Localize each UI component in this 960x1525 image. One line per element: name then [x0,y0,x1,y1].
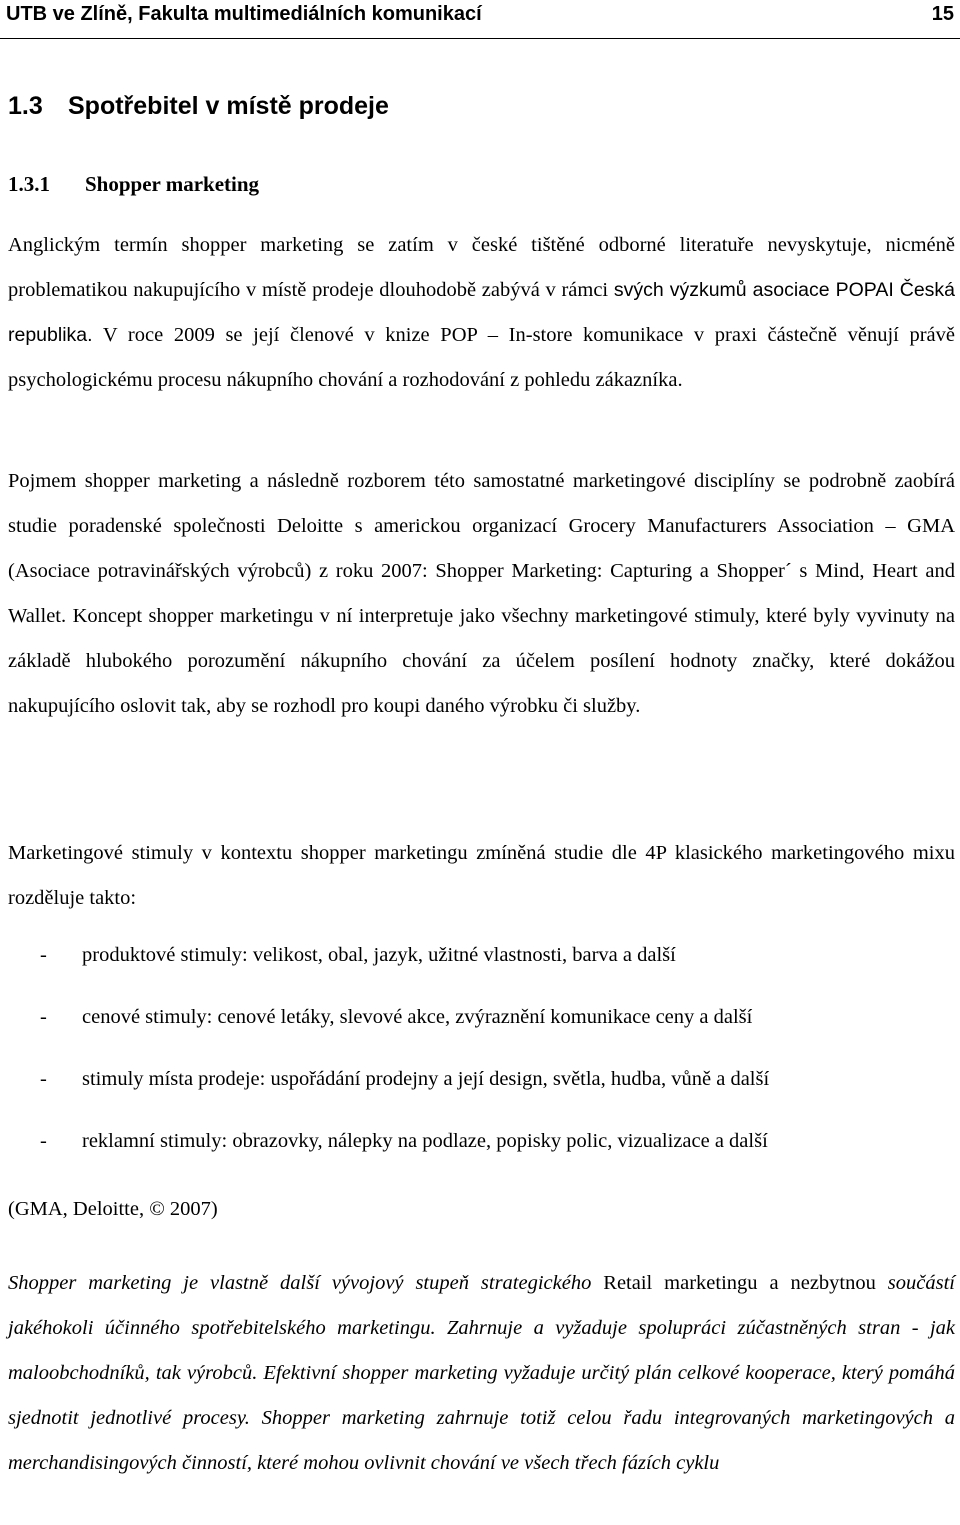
section-number: 1.3 [8,92,43,120]
list-dash: - [40,1006,47,1028]
list-item-text: produktové stimuly: velikost, obal, jazyk, užitné vlastnosti, barva a další [82,944,676,966]
paragraph-4 [8,1261,955,1486]
paragraph-2: Pojmem shopper marketing a následně rozborem této samostatné marketingové disciplíny se podrobně zaobírá studie poradenské společnosti Deloitte s americkou organizací Grocery Manufacturers Association – GMA (Asociace potravinářských výrobců) z roku 2007: Shopper Marketing: Capturing a Shopper´ s Mind, Heart and Wallet. Koncept shopper marketingu v ní interpretuje jako všechny marketingové stimuly, které byly vyvinuty na základě hlubokého porozumění nákupního chování za účelem posílení hodnoty značky, které dokážou nakupujícího oslovit tak, aby se rozhodl pro koupi daného výrobku či služby. [8,470,955,717]
section-title: Spotřebitel v místě prodeje [68,92,389,120]
paragraph-4-text-a: Shopper marketing je vlastně další vývojový stupeň strategického [8,1272,604,1294]
list-item-text: reklamní stimuly: obrazovky, nálepky na podlaze, popisky polic, vizualizace a další [82,1130,768,1152]
header-title: UTB ve Zlíně, Fakulta multimediálních komunikací [6,3,482,25]
citation: (GMA, Deloitte, © 2007) [8,1198,218,1220]
list-item-text: stimuly místa prodeje: uspořádání prodejny a její design, světla, hudba, vůně a další [82,1068,770,1090]
paragraph-3: Marketingové stimuly v kontextu shopper marketingu zmíněná studie dle 4P klasického marketingového mixu rozděluje takto: [8,842,955,909]
list-dash: - [40,1130,47,1152]
paragraph-1-text-a: Anglickým termín shopper marketing se zatím v české tištěné odborné literatuře nevyskytuje, nicméně problematikou nakupujícího v místě prodeje dlouhodobě zabývá v rámci [8,234,955,301]
subsection-heading [8,172,259,197]
running-header [0,0,960,39]
page-number: 15 [931,3,954,25]
subsection-title: Shopper marketing [85,172,260,196]
paragraph-1 [8,223,955,403]
paragraph-1-text-c: V roce 2009 se její členové v knize POP – In-store komunikace v praxi částečně věnují právě psychologickému procesu nákupního chování a rozhodování z pohledu zákazníka. [8,324,955,391]
list-item-text: cenové stimuly: cenové letáky, slevové akce, zvýraznění komunikace ceny a další [82,1006,753,1028]
subsection-number: 1.3.1 [8,172,50,196]
paragraph-1-text-b: svých výzkumů asociace POPAI Česká republika. [8,279,956,346]
section-heading [8,92,389,121]
list-dash: - [40,944,47,966]
list-dash: - [40,1068,47,1090]
paragraph-4-text-c: součástí jakéhokoli účinného spotřebitelského marketingu. Zahrnuje a vyžaduje spolupráci zúčastněných stran - jak maloobchodníků, tak výrobců. Efektivní shopper marketing vyžaduje určitý plán celkové kooperace, který pomáhá sjednotit jednotlivé procesy. Shopper marketing zahrnuje totiž celou řadu integrovaných marketingových a merchandisingových činností, které mohou ovlivnit chování ve všech třech fázích cyklu [8,1272,956,1474]
paragraph-4-text-b: Retail marketingu a nezbytnou [603,1272,876,1294]
